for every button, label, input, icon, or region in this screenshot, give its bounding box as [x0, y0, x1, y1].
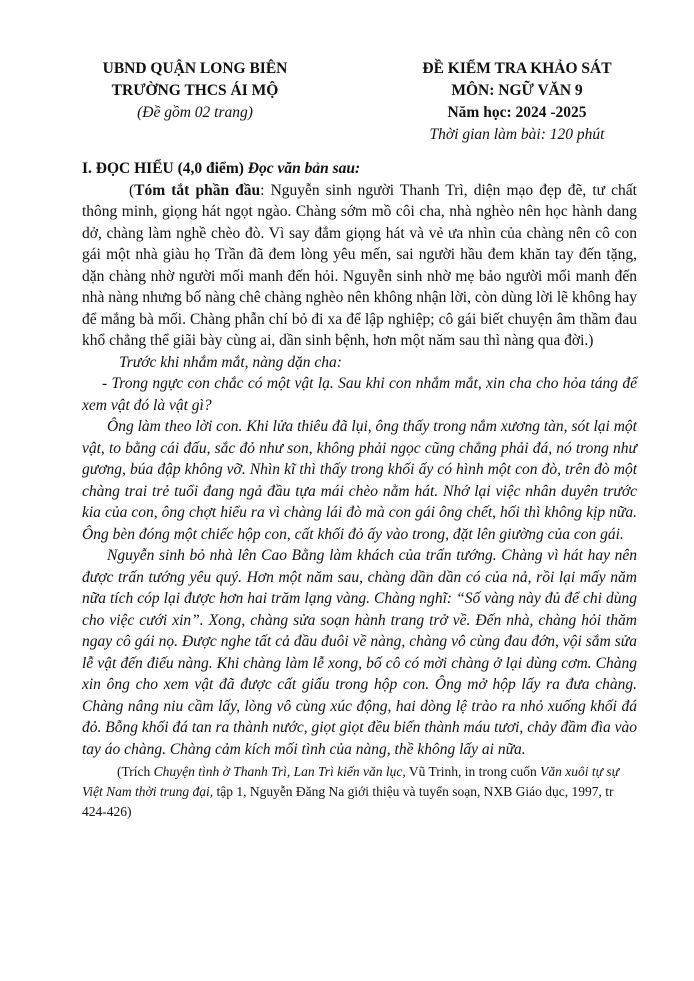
citation-suffix: tập 1, Nguyễn Đăng Na giới thiệu và tuyển soạn, NXB Giáo dục, 1997, tr 424-426) [82, 784, 614, 819]
passage-paragraph: - Trong ngực con chắc có một vật lạ. Sau khi con nhắm mắt, xin cha cho hỏa táng để xem vật đó là vật gì? [82, 375, 637, 414]
summary-text: : Nguyễn sinh người Thanh Trì, diện mạo đẹp đẽ, tư chất thông minh, giọng hát ngọt ngào. Chàng sớm mồ côi cha, nhà nghèo nên học hành dang dở, chàng làm nghề chèo đò. Vì say đắm giọng hát và vẻ ưa nhìn của chàng nên cô con gái một nhà giàu họ Trần đã đem lòng yêu mến, sai người hầu đem khăn tay đến tặng, dặn chàng nhờ người mối manh đến hỏi. Nguyễn sinh nhờ mẹ bảo người mối manh đến nhà nàng nhưng bố nàng chê chàng nghèo nên không nhận lời, còn dùng lời lẽ không hay để mắng bà mối. Chàng phẫn chí bỏ đi xa để lập nghiệp; cô gái biết chuyện âm thầm đau khổ chẳng thể giãi bày cùng ai, dần sinh bệnh, hơn một năm sau thì nàng qua đời.) [82, 181, 637, 349]
district-name: UBND QUẬN LONG BIÊN [102, 60, 288, 77]
summary-paragraph [82, 180, 637, 352]
reading-section [82, 158, 637, 822]
passage-paragraph: Trước khi nhắm mắt, nàng dặn cha: [119, 353, 342, 371]
header-left [90, 58, 300, 124]
subject: MÔN: NGỮ VĂN 9 [451, 82, 583, 99]
section-title: I. ĐỌC HIỂU (4,0 điểm) [82, 160, 244, 177]
school-year: Năm học: 2024 -2025 [447, 104, 587, 121]
page-count-note: (Đề gồm 02 trang) [137, 104, 253, 121]
passage-paragraph: Nguyễn sinh bỏ nhà lên Cao Bằng làm khách của trấn tướng. Chàng vì hát hay nên được trấn tướng yêu quý. Hơn một năm sau, chàng dần dần có của nả, rồi lại mấy năm nữa tích cóp lại được hơn hai trăm lạng vàng. Chàng nghĩ: “Số vàng này đủ để chi dùng cho việc cưới xin”. Xong, chàng sửa soạn hành trang trở về. Đến nhà, chàng hỏi thăm ngay cô gái nọ. Được nghe tất cả đầu đuôi về nàng, chàng vô cùng đau đớn, vội sắm sửa lễ vật đến điếu nàng. Khi chàng làm lễ xong, bố cô có mời chàng ở lại dùng cơm. Chàng xin ông cho xem vật đã được cất giấu trong hộp con. Ông mở hộp lấy ra đưa chàng. Chàng nâng niu cầm lấy, lòng vô cùng xúc động, hai dòng lệ trào ra nhỏ xuống khối đá đỏ. Bỗng khối đá tan ra thành nước, giọt giọt đều biến thành máu tươi, chảy đầm đìa vào tay áo chàng. Chàng cảm kích mối tình của nàng, thề không lấy ai nữa. [82, 547, 637, 758]
citation-prefix: (Trích [117, 764, 154, 779]
citation-work: Chuyện tình ở Thanh Trì, Lan Trì kiến văn lục, [153, 764, 406, 779]
citation-author: Vũ Trinh, in trong cuốn [405, 764, 541, 779]
header-right [392, 58, 642, 146]
passage-paragraph: Ông làm theo lời con. Khi lửa thiêu đã lụi, ông thấy trong nắm xương tàn, sót lại một vật, to bằng cái đấu, sắc đỏ như son, không phải ngọc cũng chẳng phải đá, nó trong như gương, búa đập không vỡ. Nhìn kĩ thì thấy trong khối ấy có hình một con đò, trên đò một chàng trai trẻ tuổi đang ngả đầu tựa mái chèo nằm hát. Nhớ lại việc nhân duyên trước kia của con, ông chợt hiểu ra vì chàng lái đò mà con gái ông chết, hối thì không kịp nữa. Ông bèn đóng một chiếc hộp con, cất khối đỏ ấy vào trong, đặt lên giường của con gái. [82, 418, 637, 543]
section-heading [82, 158, 637, 180]
citation [82, 762, 637, 822]
exam-title: ĐỀ KIỂM TRA KHẢO SÁT [422, 60, 612, 77]
summary-open: ( [129, 181, 135, 199]
summary-label: Tóm tắt phần đầu [134, 181, 261, 199]
citation-book: Văn xuôi tự sự Việt Nam thời trung đại, [82, 764, 619, 799]
school-name: TRƯỜNG THCS ÁI MỘ [111, 82, 279, 99]
section-instruction: Đọc văn bản sau: [247, 160, 361, 177]
time-limit: Thời gian làm bài: 120 phút [429, 126, 605, 143]
